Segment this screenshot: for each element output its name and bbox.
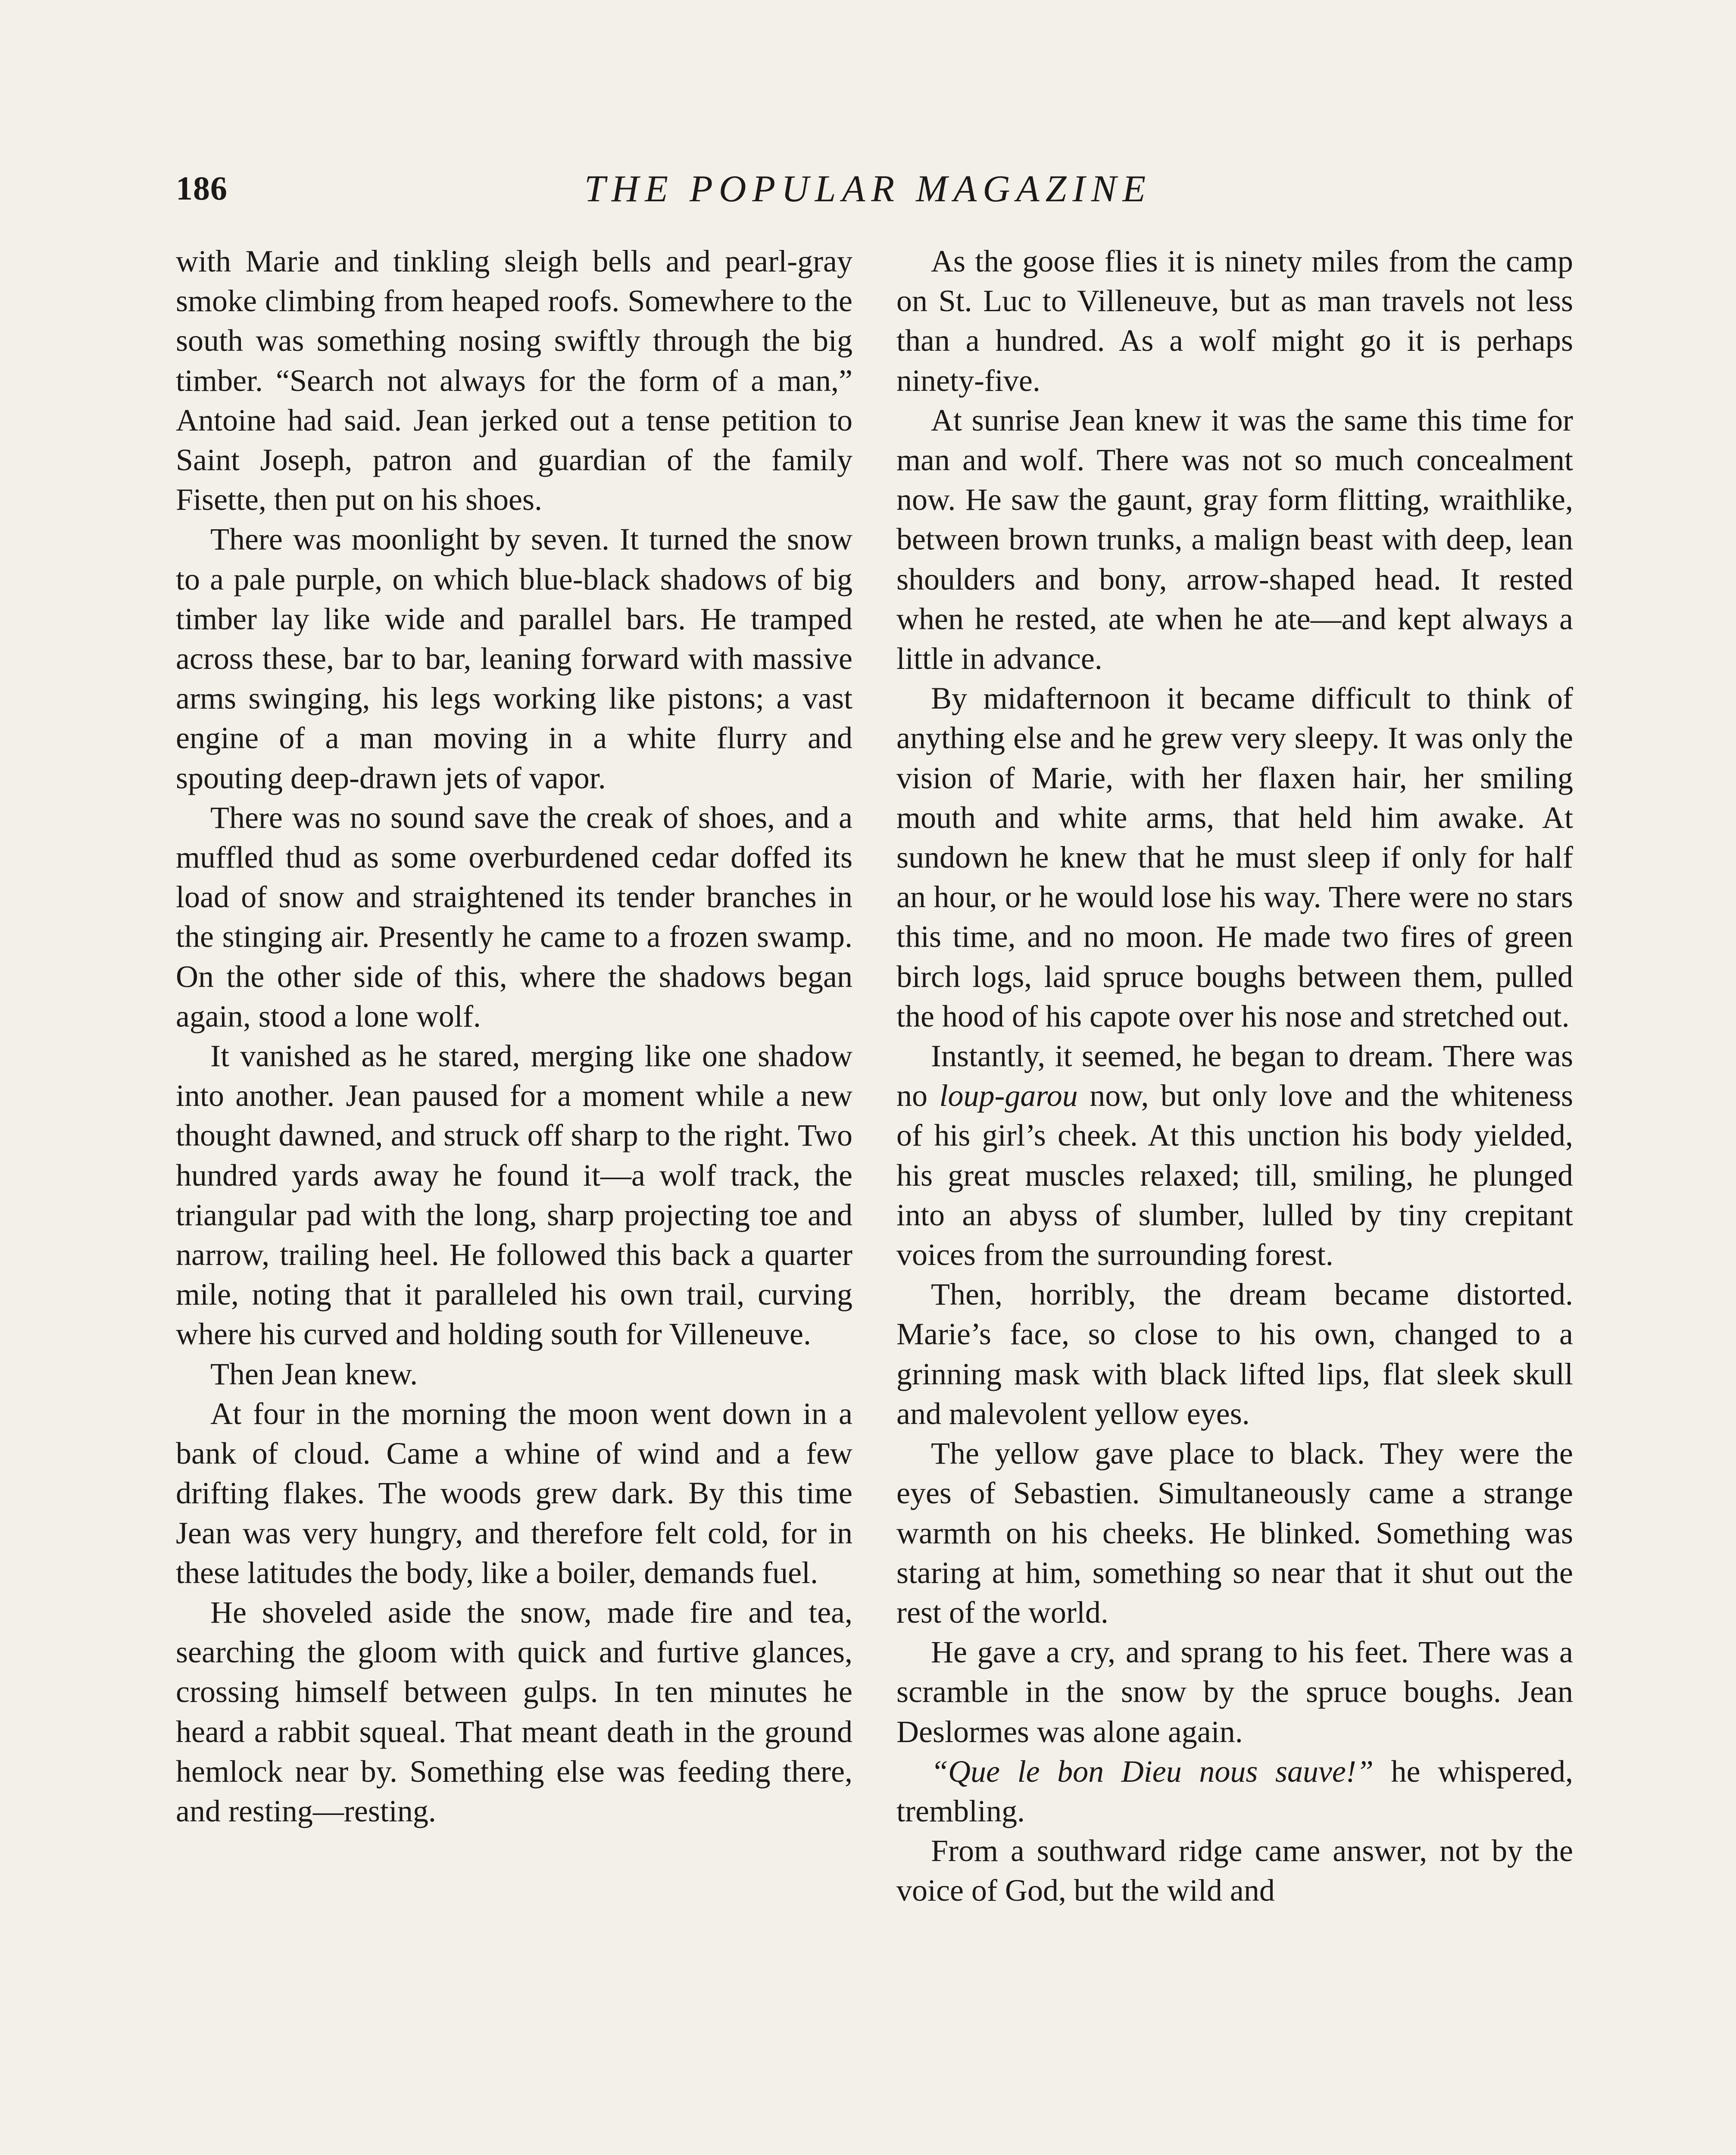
paragraph: At four in the morning the moon went down in a bank of cloud. Came a whine of wind and a few drifting flakes. The woods grew dark. By this time Jean was very hungry, and therefore felt cold, for in these latitudes the body, like a boiler, demands fuel. [176, 1396, 852, 1590]
running-head: THE POPULAR MAGAZINE [584, 168, 1152, 210]
text-run: he whispered, trembling. [896, 1754, 1573, 1828]
paragraph: As the goose flies it is ninety miles from the camp on St. Luc to Villeneuve, but as man travels not less than a hundred. As a wolf might go it is perhaps ninety-five. [896, 244, 1573, 398]
paragraph [896, 1036, 1573, 1274]
paragraph: There was no sound save the creak of shoes, and a muffled thud as some overburdened cedar doffed its load of snow and straightened its tender branches in the stinging air. Presently he came to a frozen swamp. On the other side of this, where the shadows began again, stood a lone wolf. [176, 800, 852, 1034]
italic-text: “Que le bon Dieu nous sauve!” [931, 1754, 1374, 1789]
paragraph: By midafternoon it became difficult to think of anything else and he grew very sleepy. It was only the vision of Marie, with her flaxen hair, her smiling mouth and white arms, that held him awake. At sundown he knew that he must sleep if only for half an hour, or he would lose his way. There were no stars this time, and no moon. He made two fires of green birch logs, laid spruce boughs between them, pulled the hood of his capote over his nose and stretched out. [896, 681, 1573, 1034]
paragraph: There was moonlight by seven. It turned the snow to a pale purple, on which blue-black shadows of big timber lay like wide and parallel bars. He tramped across these, bar to bar, leaning forward with massive arms swinging, his legs working like pistons; a vast engine of a man moving in a white flurry and spouting deep-drawn jets of vapor. [176, 522, 852, 795]
paragraph: At sunrise Jean knew it was the same this time for man and wolf. There was not so much concealment now. He saw the gaunt, gray form flitting, wraithlike, between brown trunks, a malign beast with deep, lean shoulders and bony, arrow-shaped head. It rested when he rested, ate when he ate—and kept always a little in advance. [896, 403, 1573, 676]
italic-text: loup-garou [939, 1078, 1078, 1113]
paragraph: It vanished as he stared, merging like one shadow into another. Jean paused for a moment while a new thought dawned, and struck off sharp to the right. Two hundred yards away he found it—a wolf track, the triangular pad with the long, sharp projecting toe and narrow, trailing heel. He followed this back a quarter mile, noting that it paralleled his own trail, curving where his curved and holding south for Villeneuve. [176, 1039, 852, 1352]
right-column [896, 241, 1573, 1911]
page-number: 186 [176, 169, 228, 207]
paragraph: with Marie and tinkling sleigh bells and pearl-gray smoke climbing from heaped roofs. Somewhere to the south was something nosing swiftly through the big timber. “Search not always for the form of a man,” Antoine had said. Jean jerked out a tense petition to Saint Joseph, patron and guardian of the family Fisette, then put on his shoes. [176, 244, 852, 517]
text-run: now, but only love and the whiteness of his girl’s cheek. At this unction his body yielded, his great muscles relaxed; till, smiling, he plunged into an abyss of slumber, lulled by tiny crepitant voices from the surrounding forest. [896, 1078, 1573, 1272]
text-run: Instantly, it seemed, he began to dream. There was no [896, 1039, 1573, 1113]
paragraph: Then, horribly, the dream became distorted. Marie’s face, so close to his own, changed to a grinning mask with black lifted lips, flat sleek skull and malevolent yellow eyes. [896, 1277, 1573, 1431]
paragraph: He gave a cry, and sprang to his feet. There was a scramble in the snow by the spruce boughs. Jean Deslormes was alone again. [896, 1635, 1573, 1749]
paragraph: The yellow gave place to black. They were the eyes of Sebastien. Simultaneously came a strange warmth on his cheeks. He blinked. Something was staring at him, something so near that it shut out the rest of the world. [896, 1436, 1573, 1630]
left-column [176, 241, 852, 1831]
paragraph: He shoveled aside the snow, made fire and tea, searching the gloom with quick and furtive glances, crossing himself between gulps. In ten minutes he heard a rabbit squeal. That meant death in the ground hemlock near by. Something else was feeding there, and resting—resting. [176, 1595, 852, 1828]
paragraph: From a southward ridge came answer, not by the voice of God, but the wild and [896, 1833, 1573, 1908]
paragraph: Then Jean knew. [210, 1356, 418, 1391]
paragraph [896, 1752, 1573, 1831]
